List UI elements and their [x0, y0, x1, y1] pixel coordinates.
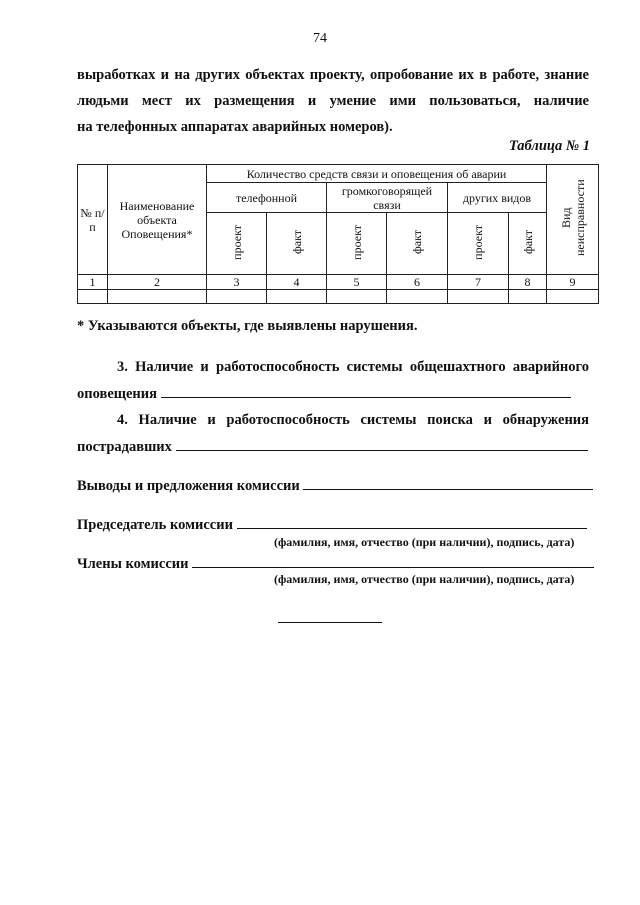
chairman-signature-hint: (фамилия, имя, отчество (при наличии), подпись, дата): [274, 535, 575, 549]
members-row: [77, 553, 594, 573]
header-other-plan: проект: [448, 213, 509, 275]
col-number-9: 9: [547, 275, 599, 290]
page-number: 74: [313, 31, 327, 46]
conclusions-row: [77, 475, 593, 495]
header-phone-fact: факт: [267, 213, 327, 275]
item-4: [77, 407, 589, 461]
cell-empty[interactable]: [509, 290, 547, 304]
col-number-4: 4: [267, 275, 327, 290]
cell-empty[interactable]: [327, 290, 387, 304]
members-fill-line[interactable]: [192, 553, 594, 568]
conclusions-label: Выводы и предложения комиссии: [77, 478, 300, 494]
item-3: [77, 354, 589, 408]
header-object-name: Наименование объекта Оповещения*: [108, 165, 207, 275]
members-signature-hint: (фамилия, имя, отчество (при наличии), подпись, дата): [274, 572, 575, 586]
header-loud-plan: проект: [327, 213, 387, 275]
footnote: * Указываются объекты, где выявлены нарушения.: [77, 318, 418, 334]
intro-line-3: на телефонных аппаратах аварийных номеров).: [77, 119, 393, 135]
col-number-6: 6: [387, 275, 448, 290]
chairman-label: Председатель комиссии: [77, 517, 233, 533]
item-4-fill-line[interactable]: [176, 436, 588, 451]
header-phone-plan: проект: [207, 213, 267, 275]
cell-empty[interactable]: [387, 290, 448, 304]
col-number-5: 5: [327, 275, 387, 290]
cell-empty[interactable]: [207, 290, 267, 304]
intro-paragraph: [77, 62, 589, 140]
header-loudspeaker: громкоговорящей связи: [327, 183, 448, 213]
cell-empty[interactable]: [267, 290, 327, 304]
header-fault-type: Вид неисправности: [547, 165, 599, 275]
col-number-3: 3: [207, 275, 267, 290]
item-4-line-1: 4. Наличие и работоспособность системы поиска и обнаружения: [117, 412, 589, 428]
item-3-line-2: оповещения: [77, 381, 589, 408]
chairman-fill-line[interactable]: [237, 514, 587, 529]
conclusions-fill-line[interactable]: [303, 475, 593, 490]
header-means-count: Количество средств связи и оповещения об аварии: [207, 165, 547, 183]
table-title: Таблица № 1: [508, 138, 590, 154]
header-no: № п/п: [78, 165, 108, 275]
chairman-row: [77, 514, 587, 534]
header-other: других видов: [448, 183, 547, 213]
col-number-7: 7: [448, 275, 509, 290]
intro-line-2: людьми мест их размещения и умение ими пользоваться, наличие: [77, 93, 589, 109]
cell-empty[interactable]: [448, 290, 509, 304]
table-row-empty[interactable]: [78, 290, 599, 304]
table-row-numbers: [78, 275, 599, 290]
report-table: [77, 164, 599, 304]
header-loud-fact: факт: [387, 213, 448, 275]
cell-empty[interactable]: [108, 290, 207, 304]
cell-empty[interactable]: [547, 290, 599, 304]
header-phone: телефонной: [207, 183, 327, 213]
item-4-line-2: пострадавших: [77, 434, 589, 461]
item-3-fill-line[interactable]: [161, 383, 571, 398]
col-number-8: 8: [509, 275, 547, 290]
item-3-line-1: 3. Наличие и работоспособность системы общешахтного аварийного: [117, 359, 589, 375]
col-number-1: 1: [78, 275, 108, 290]
col-number-2: 2: [108, 275, 207, 290]
header-other-fact: факт: [509, 213, 547, 275]
cell-empty[interactable]: [78, 290, 108, 304]
footer-separator: [278, 622, 382, 623]
members-label: Члены комиссии: [77, 556, 189, 572]
intro-line-1: выработках и на других объектах проекту, опробование их в работе, знание: [77, 67, 589, 83]
